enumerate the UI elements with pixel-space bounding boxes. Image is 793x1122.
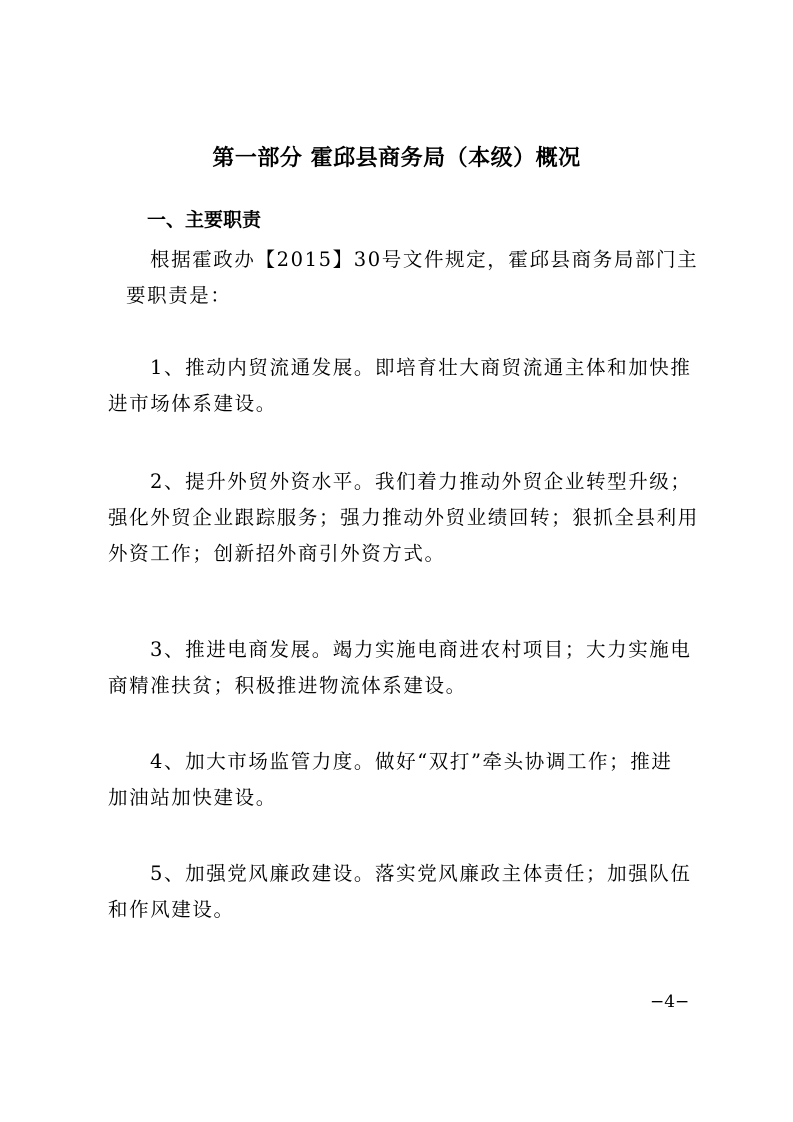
duty-item-1 <box>108 350 698 422</box>
duty-item-4-line-1: 4、加大市场监管力度。做好“双打”牵头协调工作；推进 <box>150 750 673 773</box>
section-heading-main-duties: 一、主要职责 <box>147 209 262 231</box>
duty-item-1-line-2: 进市场体系建设。 <box>108 392 277 415</box>
page-title: 第一部分 霍邱县商务局（本级）概况 <box>212 146 581 171</box>
duty-item-5 <box>108 856 698 928</box>
intro-line-1: 根据霍政办【2015】30号文件规定，霍邱县商务局部门主 <box>150 248 699 271</box>
duty-item-2 <box>108 464 698 572</box>
intro-paragraph <box>108 242 698 314</box>
duty-item-1-line-1: 1、推动内贸流通发展。即培育壮大商贸流通主体和加快推 <box>150 356 692 379</box>
page-number: −4− <box>650 992 690 1012</box>
duty-item-5-line-1: 5、加强党风廉政建设。落实党风廉政主体责任；加强队伍 <box>150 862 692 885</box>
duty-item-2-line-1: 2、提升外贸外资水平。我们着力推动外贸企业转型升级； <box>150 470 692 493</box>
duty-item-5-line-2: 和作风建设。 <box>108 898 235 921</box>
intro-line-2: 要职责是： <box>126 284 232 307</box>
duty-item-4 <box>108 744 698 816</box>
duty-item-3 <box>108 632 698 704</box>
duty-item-2-line-2: 强化外贸企业跟踪服务；强力推动外贸业绩回转；狠抓全县利用 <box>108 506 699 529</box>
duty-item-3-line-1: 3、推进电商发展。竭力实施电商进农村项目；大力实施电 <box>150 638 692 661</box>
duty-item-3-line-2: 商精准扶贫；积极推进物流体系建设。 <box>108 674 467 697</box>
duty-item-4-line-2: 加油站加快建设。 <box>108 786 277 809</box>
duty-item-2-line-3: 外资工作；创新招外商引外资方式。 <box>108 542 446 565</box>
